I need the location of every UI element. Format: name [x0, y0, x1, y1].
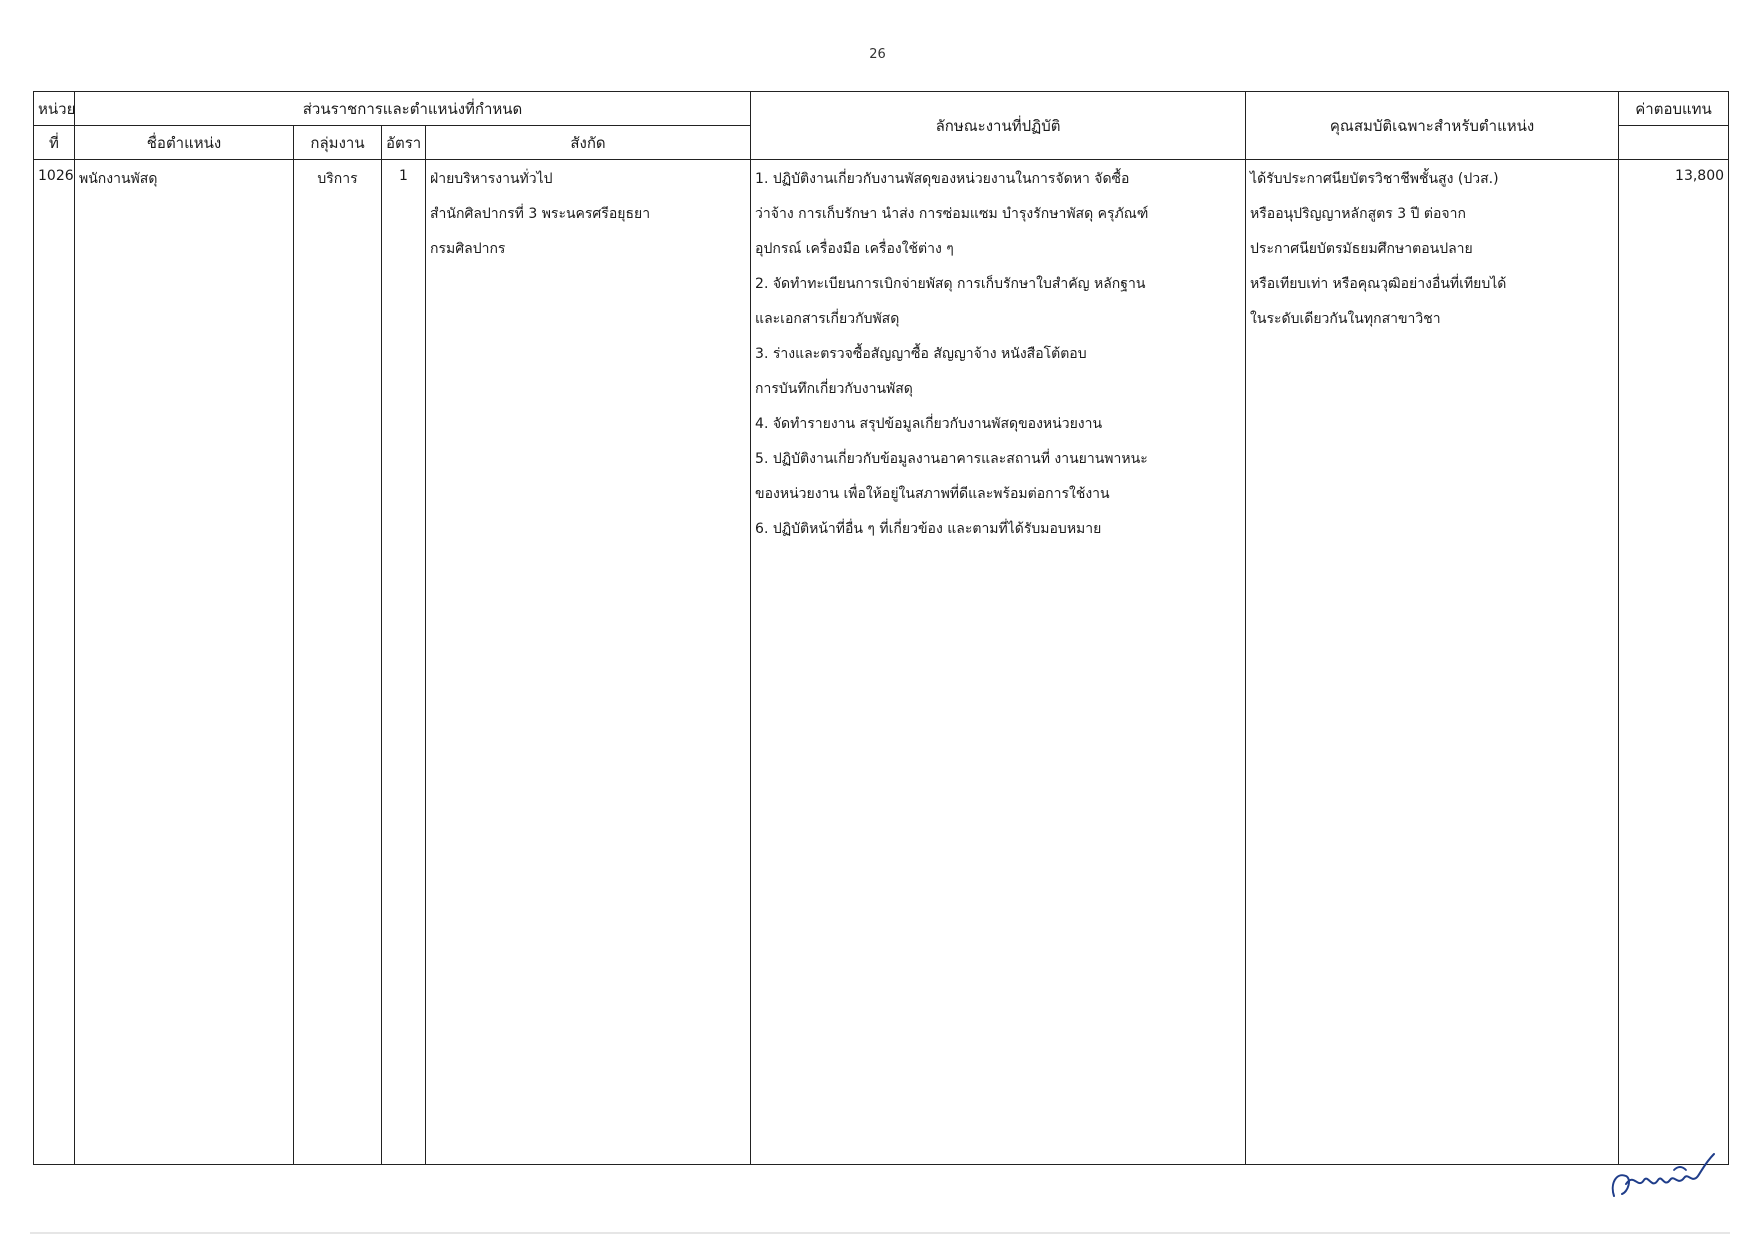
- table-row: [34, 160, 1729, 1165]
- rate: 1: [382, 160, 426, 1165]
- job-nature-line: และเอกสารเกี่ยวกับพัสดุ: [755, 311, 900, 327]
- header-compensation-blank: [1619, 126, 1729, 160]
- header-compensation: ค่าตอบแทน: [1619, 92, 1729, 126]
- job-nature-line: 1. ปฏิบัติงานเกี่ยวกับงานพัสดุของหน่วยงานในการจัดหา จัดซื้อ: [755, 171, 1130, 187]
- affiliation-line: สำนักศิลปากรที่ 3 พระนครศรีอยุธยา: [430, 206, 651, 222]
- qualification-line: ในระดับเดียวกันในทุกสาขาวิชา: [1250, 311, 1441, 327]
- header-work-group: กลุ่มงาน: [294, 126, 382, 160]
- scan-edge: [30, 1232, 1730, 1234]
- job-nature-cell: [751, 160, 1246, 1165]
- header-affiliation: สังกัด: [426, 126, 751, 160]
- job-nature-line: อุปกรณ์ เครื่องมือ เครื่องใช้ต่าง ๆ: [755, 241, 954, 257]
- affiliation-line: ฝ่ายบริหารงานทั่วไป: [430, 171, 553, 187]
- qualification-line: ประกาศนียบัตรมัธยมศึกษาตอนปลาย: [1250, 241, 1473, 257]
- qualification-line: หรือเทียบเท่า หรือคุณวุฒิอย่างอื่นที่เทียบได้: [1250, 276, 1507, 292]
- affiliation-cell: [426, 160, 751, 1165]
- qualification-line: หรืออนุปริญญาหลักสูตร 3 ปี ต่อจาก: [1250, 206, 1466, 222]
- job-nature-line: ว่าจ้าง การเก็บรักษา นำส่ง การซ่อมแซม บำรุงรักษาพัสดุ ครุภัณฑ์: [755, 206, 1149, 222]
- job-nature-line: 2. จัดทำทะเบียนการเบิกจ่ายพัสดุ การเก็บรักษาใบสำคัญ หลักฐาน: [755, 276, 1146, 292]
- job-nature-line: การบันทึกเกี่ยวกับงานพัสดุ: [755, 381, 913, 397]
- header-unit-bottom: ที่: [34, 126, 75, 160]
- positions-table: [33, 91, 1729, 1165]
- qualification-line: ได้รับประกาศนียบัตรวิชาชีพชั้นสูง (ปวส.): [1250, 171, 1499, 187]
- header-qualifications: คุณสมบัติเฉพาะสำหรับตำแหน่ง: [1246, 92, 1619, 160]
- affiliation-line: กรมศิลปากร: [430, 241, 506, 257]
- job-nature-line: 5. ปฏิบัติงานเกี่ยวกับข้อมูลงานอาคารและสถานที่ งานยานพาหนะ: [755, 451, 1148, 467]
- job-nature-line: 6. ปฏิบัติหน้าที่อื่น ๆ ที่เกี่ยวข้อง และตามที่ได้รับมอบหมาย: [755, 521, 1102, 537]
- position-name: พนักงานพัสดุ: [75, 160, 294, 1165]
- job-nature-line: 4. จัดทำรายงาน สรุปข้อมูลเกี่ยวกับงานพัสดุของหน่วยงาน: [755, 416, 1103, 432]
- job-nature-line: 3. ร่างและตรวจซื้อสัญญาซื้อ สัญญาจ้าง หนังสือโต้ตอบ: [755, 346, 1087, 362]
- handwritten-signature: [1608, 1150, 1718, 1200]
- qualifications-cell: [1246, 160, 1619, 1165]
- unit-number: 1026: [34, 160, 75, 1165]
- header-position-name: ชื่อตำแหน่ง: [75, 126, 294, 160]
- work-group: บริการ: [294, 160, 382, 1165]
- header-group-title: ส่วนราชการและตำแหน่งที่กำหนด: [75, 92, 751, 126]
- compensation: 13,800: [1619, 160, 1729, 1165]
- page-number: 26: [869, 47, 886, 62]
- header-job-nature: ลักษณะงานที่ปฏิบัติ: [751, 92, 1246, 160]
- header-unit-top: หน่วย: [34, 92, 75, 126]
- header-rate: อัตรา: [382, 126, 426, 160]
- job-nature-line: ของหน่วยงาน เพื่อให้อยู่ในสภาพที่ดีและพร้อมต่อการใช้งาน: [755, 486, 1110, 502]
